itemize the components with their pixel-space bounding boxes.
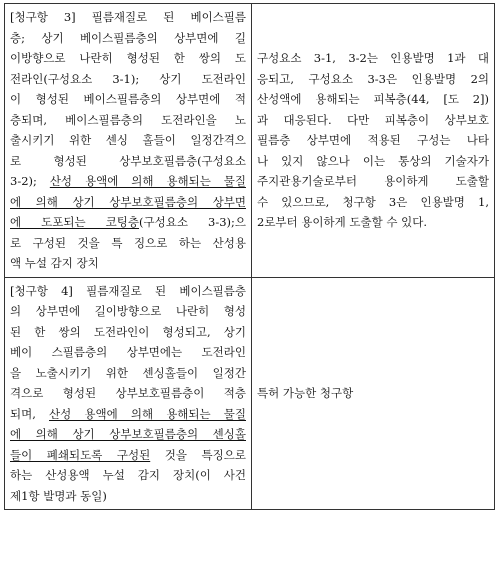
claim-text: 것을 특징으로	[150, 447, 246, 462]
claim-text: 의 상부면에 길이방향으로 나란히 형성	[10, 304, 246, 318]
claim-text: 을 노출시키기 위한 센싱홀들이 일정간	[10, 365, 246, 380]
analysis-note-line: 나 있지 않으나 이는 통상의 기술자가	[257, 153, 489, 168]
claim-text-cell	[5, 277, 252, 510]
claim-text: 3-2);	[10, 174, 50, 188]
claims-document	[4, 3, 494, 510]
claim-text: (구성요소 3-3);으	[139, 215, 246, 229]
claim-text: 출시키기 위한 센싱 홀들이 일정간격으	[10, 133, 246, 147]
claim-text: 층되며, 베이스필름층의 도전라인을 노	[10, 112, 246, 127]
claim-line	[10, 7, 246, 28]
claim-text: [청구항 4] 필름재질로 된 베이스필름층	[10, 283, 246, 298]
claim-line	[10, 486, 246, 507]
claim-line	[10, 130, 246, 151]
claim-line	[10, 110, 246, 131]
analysis-note-line: 2로부터 용이하게 도출할 수 있다.	[257, 215, 428, 229]
claim-row	[5, 277, 495, 510]
claim-line	[10, 171, 246, 192]
claim-text: 이 형성된 베이스필름층의 상부면에 적	[10, 92, 246, 106]
claim-line	[10, 301, 246, 322]
claims-table-body	[5, 4, 495, 510]
analysis-note-line: 필름층 상부면에 적용된 구성는 나타	[257, 133, 489, 147]
analysis-note-cell	[252, 277, 495, 510]
claim-text: 되며,	[10, 406, 50, 421]
claim-text: 된 한 쌍의 도전라인이 형성되고, 상기	[10, 324, 246, 339]
claim-text: 액 누설 감지 장치	[10, 256, 99, 270]
claim-line	[10, 89, 246, 110]
claim-line	[10, 48, 246, 69]
claim-line	[10, 212, 246, 233]
analysis-note-line: 주지관용기술로부터 용이하게 도출할	[257, 174, 489, 188]
claim-line	[10, 363, 246, 384]
claim-text: 하는 산성용액 누설 감지 장치(이 사건	[10, 468, 246, 482]
claim-text: 로 구성된 것을 특 징으로 하는 산성용	[10, 235, 246, 250]
claim-line	[10, 28, 246, 49]
analysis-note-line: 구성요소 3-1, 3-2는 인용발명 1과 대	[257, 51, 489, 65]
claim-text: 전라인(구성요소 3-1); 상기 도전라인	[10, 71, 246, 86]
claim-line	[10, 322, 246, 343]
claim-underlined-text: 에 의해 상기 상부보호필름층의 상부면	[10, 194, 246, 209]
claim-text: 베이 스필름층의 상부면에는 도전라인	[10, 345, 246, 359]
analysis-note-line: 수 있으므로, 청구항 3은 인용발명 1,	[257, 194, 489, 209]
claim-row	[5, 4, 495, 278]
claim-underlined-text: 산성 용액에 의해 용해되는 물질	[49, 406, 246, 421]
claim-underlined-text: 들이 폐쇄되도록 구성된	[10, 447, 151, 462]
analysis-note-line: 응되고, 구성요소 3-3은 인용발명 2의	[257, 71, 489, 86]
claim-underlined-text: 산성 용액에 의해 용해되는 물질	[49, 174, 246, 188]
claim-line	[10, 445, 246, 466]
analysis-note-line: 특허 가능한 청구항	[257, 386, 354, 400]
claim-underlined-text: 에 도포되는 코팅층	[10, 215, 140, 229]
analysis-note-line: 산성액에 용해되는 피복층(44, [도 2])	[257, 92, 489, 106]
claim-text: 격으로 형성된 상부보호필름층이 적층	[10, 386, 246, 400]
claim-text: [청구항 3] 필름재질로 된 베이스필름	[10, 10, 246, 24]
claim-line	[10, 383, 246, 404]
claims-table	[4, 3, 495, 510]
claim-line	[10, 404, 246, 425]
claim-line	[10, 465, 246, 486]
claim-line	[10, 424, 246, 445]
claim-line	[10, 281, 246, 302]
claim-line	[10, 233, 246, 254]
claim-text-cell	[5, 4, 252, 278]
claim-underlined-text: 에 의해 상기 상부보호필름층의 센싱홀	[10, 427, 246, 441]
claim-text: 이방향으로 나란히 형성된 한 쌍의 도	[10, 51, 246, 65]
claim-line	[10, 192, 246, 213]
claim-line	[10, 69, 246, 90]
claim-line	[10, 342, 246, 363]
claim-line	[10, 253, 246, 274]
claim-text: 제1항 발명과 동일)	[10, 488, 107, 503]
analysis-note-line: 과 대응된다. 다만 피복층이 상부보호	[257, 112, 489, 127]
claim-line	[10, 151, 246, 172]
claim-text: 로 형성된 상부보호필름층(구성요소	[10, 153, 246, 168]
analysis-note-cell	[252, 4, 495, 278]
claim-text: 층; 상기 베이스필름층의 상부면에 길	[10, 30, 246, 45]
